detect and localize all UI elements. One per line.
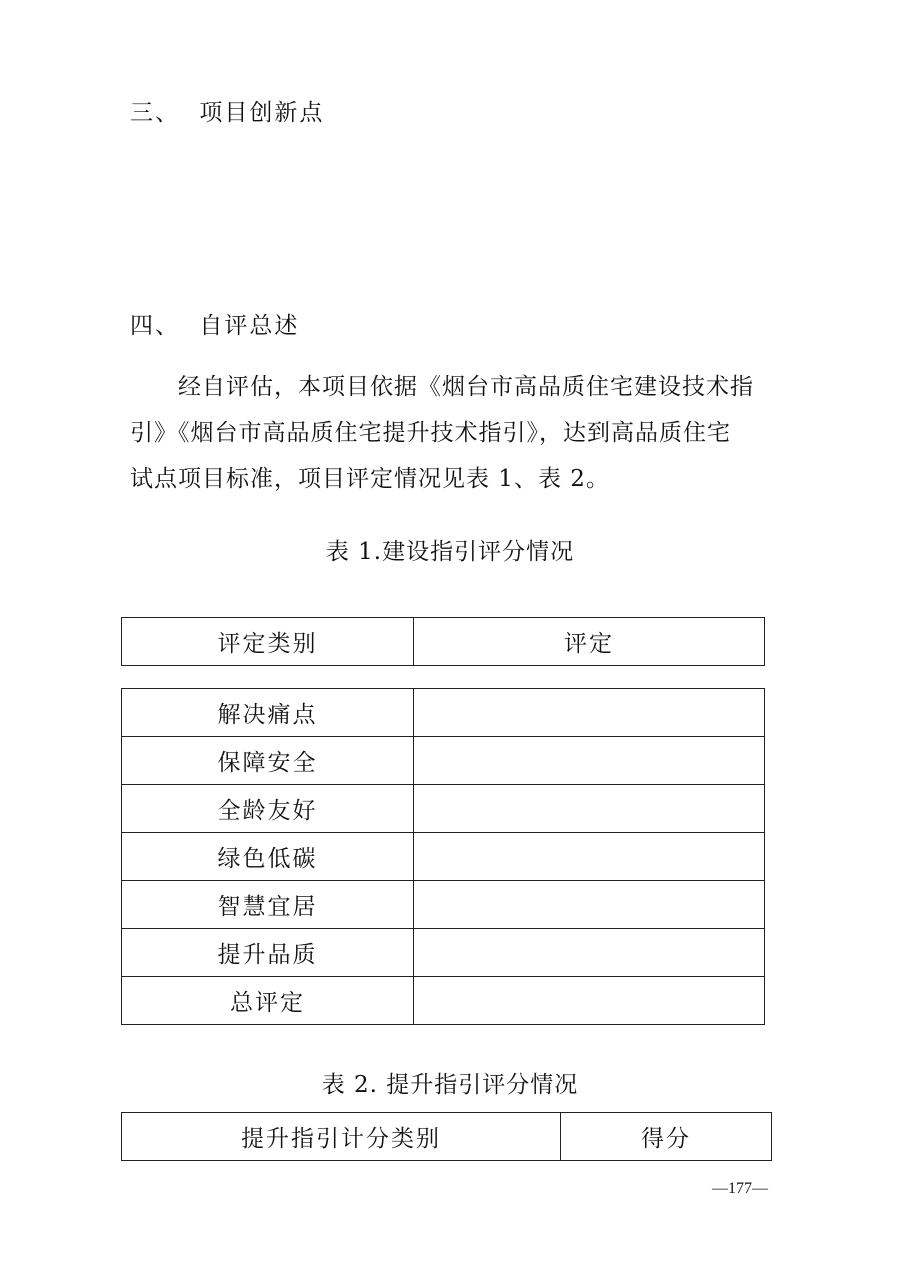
table-1-cell-rating — [414, 881, 765, 929]
table-1-header-category: 评定类别 — [122, 618, 414, 666]
section-4-heading — [130, 307, 299, 340]
table-1-cell-rating — [414, 977, 765, 1025]
table-1-header-rating: 评定 — [414, 618, 765, 666]
table-1-cell-category: 绿色低碳 — [122, 833, 414, 881]
section-4-number: 四、 — [130, 313, 180, 339]
section-4-title: 自评总述 — [199, 313, 300, 339]
table-row — [122, 737, 765, 785]
section-3-title: 项目创新点 — [199, 100, 325, 126]
table-row — [122, 881, 765, 929]
paragraph-line-3: 试点项目标准，项目评定情况见表 1、表 2。 — [130, 466, 610, 492]
table-row — [122, 977, 765, 1025]
page-number: —177— — [712, 1180, 768, 1197]
table-1-cell-category: 提升品质 — [122, 929, 414, 977]
self-evaluation-paragraph — [130, 364, 770, 502]
table-row — [122, 689, 765, 737]
table-row — [122, 785, 765, 833]
table-1-cell-rating — [414, 833, 765, 881]
table-2-header-score: 得分 — [561, 1113, 772, 1161]
paragraph-line-1: 经自评估，本项目依据《烟台市高品质住宅建设技术指 — [178, 374, 754, 400]
section-3-number: 三、 — [130, 100, 180, 126]
table-1-body — [121, 688, 765, 1025]
table-1-cell-category: 全龄友好 — [122, 785, 414, 833]
table-1-header — [121, 617, 765, 666]
table-1-cell-category: 智慧宜居 — [122, 881, 414, 929]
table-1-cell-rating — [414, 929, 765, 977]
table-2-header-category: 提升指引计分类别 — [122, 1113, 561, 1161]
table-2-caption: 表 2. 提升指引评分情况 — [321, 1072, 579, 1098]
table-1-cell-category: 解决痛点 — [122, 689, 414, 737]
table-1-caption: 表 1.建设指引评分情况 — [325, 539, 575, 565]
paragraph-line-2: 引》《烟台市高品质住宅提升技术指引》，达到高品质住宅 — [130, 420, 731, 446]
table-2-header — [121, 1112, 772, 1161]
table-1-cell-rating — [414, 737, 765, 785]
table-1-cell-rating — [414, 689, 765, 737]
table-1-cell-rating — [414, 785, 765, 833]
section-3-heading — [130, 94, 324, 127]
table-1-cell-category: 保障安全 — [122, 737, 414, 785]
table-row — [122, 833, 765, 881]
table-1-cell-category: 总评定 — [122, 977, 414, 1025]
table-row — [122, 929, 765, 977]
